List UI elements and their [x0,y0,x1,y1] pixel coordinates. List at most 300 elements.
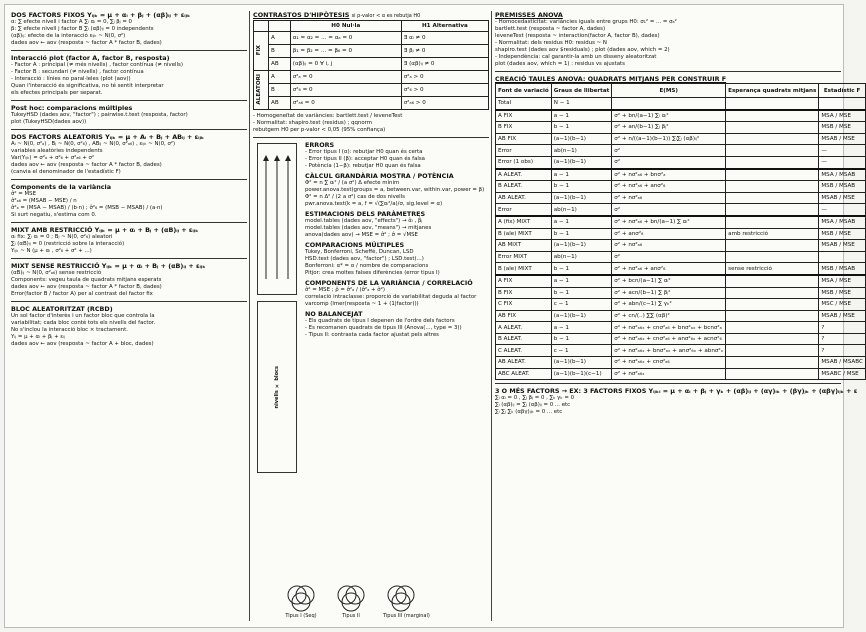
anova-cell: MSB / MSAB [819,263,866,275]
section-line: Error(factor B / factor A) per al contrast del factor fix [11,291,153,297]
anova-cell: σ² + nσ²ₐ₆ₓ + cnσ²ₐ₆ + bnσ²ₐₓ + bcnσ²ₐ [612,322,726,334]
anova-cell: b − 1 [551,181,612,193]
hypothesis-header: H0 Nul·la [290,21,401,32]
anova-row [496,110,866,122]
anova-row [496,192,866,204]
anova-cell: MSB / MSE [819,287,866,299]
anova-cell: b − 1 [551,333,612,345]
hypothesis-cell: σ²ₐ₆ > 0 [401,97,488,110]
assumption-line: rebutgem H0 per p-valor < 0,05 (95% confiança) [253,127,386,133]
venn-label: Tipus I (Seq) [285,613,317,619]
premisses-list [495,19,841,68]
hypothesis-cell: B [269,45,291,58]
anova-cell: σ² [612,145,726,157]
anova-cell: A ALEAT. [496,322,552,334]
section-line: αᵢ fix: ∑ᵢ αᵢ = 0 ; Bⱼ ~ N(0, σ²₆) aleatori [11,234,113,240]
section-divider [11,301,247,302]
anova-cell: σ² + nσ²ₐ₆ₓ + cnσ²ₐ₆ + anσ²₆ₓ + acnσ²₆ [612,333,726,345]
section-heading: ERRORS [305,141,335,149]
hypothesis-row [254,71,489,84]
anova-row [496,145,866,157]
hypothesis-header [269,21,291,32]
three-factors-title: 3 O MÉS FACTORS → EX: 3 FACTORS FIXOS Yᵢⱼₖₗ = μ + αᵢ + βⱼ + γₖ + (αβ)ᵢⱼ + (αγ)ᵢₖ + (βγ)ⱼₖ + (αβγ)ᵢⱼₖ + ε [495,387,858,396]
anova-cell: MSAB / MSABC [819,357,866,369]
section-line: - Es recomanen quadrats de tipus III (Anova(..., type = 3)) [305,325,462,331]
section-line: correlació intraclasse: proporció de variabilitat deguda al factor [305,294,477,300]
hypothesis-row [254,32,489,45]
anova-cell: σ² + n/((a−1)(b−1)) ∑ᵢ∑ⱼ (αβ)ᵢⱼ² [612,133,726,145]
section-line: dades aov ← aov (resposta ~ factor A * factor B, dades) [11,40,162,46]
anova-cell: Error [496,204,552,216]
anova-row [496,287,866,299]
premise-line: - Independència: cal garantir-la amb un disseny aleatoritzat [495,54,657,60]
anova-header: Estadístic F [819,84,866,98]
section-heading: MIXT SENSE RESTRICCIÓ Yᵢⱼₖ = μ + αᵢ + Bⱼ + (αB)ᵢⱼ + εᵢⱼₖ [11,262,206,270]
anova-row [496,204,866,216]
section-line: Yᵢⱼ = μ + αᵢ + βⱼ + εᵢⱼ [11,334,66,340]
anova-cell: σ² + nσ²ₐ₆ + bnσ²ₐ [612,169,726,181]
section-heading: MIXT AMB RESTRICCIÓ Yᵢⱼₖ = μ + αᵢ + Bⱼ + (αB)ᵢⱼ + εᵢⱼₖ [11,226,199,234]
anova-cell: MSA / MSE [819,110,866,122]
hypothesis-group [254,71,269,110]
section-block [11,104,247,126]
hypothesis-cell: σ²ₐ = 0 [290,71,401,84]
section-line: (αB)ᵢⱼ ~ N(0, σ²ₐ₆) sense restricció [11,270,102,276]
section-line: (canvia el denominador de l'estadístic F) [11,169,121,175]
middle-lower-area [253,141,489,481]
venn-type-2 [333,583,369,619]
anova-cell: σ² [612,251,726,263]
premise-line: plot (dades aov, which = 1) : residus vs ajustats [495,61,625,67]
section-block [11,183,247,219]
section-line: α: ∑ efecte nivell i factor A ∑ᵢ αᵢ = 0, ∑ⱼ βⱼ = 0 [11,19,132,25]
sum-of-squares-venn [283,583,430,619]
anova-cell: σ² + nσ²ₐ₆ [612,192,726,204]
section-line: plot (TukeyHSD(dades aov)) [11,119,87,125]
section-divider [11,222,247,223]
section-line: Pitjor: crea moltes falses diferències (error tipus I) [305,270,440,276]
anova-cell: — [819,156,866,168]
anova-cell: Error (1 obs) [496,156,552,168]
section-line: model.tables (dades aov, "effects") → α̂ᵢ , β̂ⱼ [305,218,423,224]
column-middle [253,11,489,621]
anova-cell [726,169,819,181]
anova-row [496,156,866,168]
anova-cell: MSAB / MSE [819,240,866,252]
hypothesis-header [254,21,269,32]
hypothesis-row [254,45,489,58]
hypothesis-cell: A [269,32,291,45]
anova-row [496,368,866,380]
anova-cell: ab(n−1) [551,204,612,216]
section-heading: ESTIMACIONS DELS PARÀMETRES [305,210,426,218]
section-block [305,141,489,170]
hypothesis-cell: σ²₆ > 0 [401,84,488,97]
anova-cell [726,240,819,252]
section-block [11,226,247,255]
hypothesis-heading: CONTRASTOS D'HIPÒTESIS [253,11,350,19]
anova-cell [726,299,819,311]
section-block [305,172,489,208]
anova-cell: ? [819,333,866,345]
anova-cell [726,122,819,134]
middle-blocks [305,141,489,341]
hypothesis-row [254,84,489,97]
cheat-sheet [4,4,863,628]
column-divider [249,11,250,621]
anova-cell [726,204,819,216]
anova-cell [726,133,819,145]
hypothesis-cell: ∃ αᵢ ≠ 0 [401,32,488,45]
section-line: variables aleatòries independents [11,148,103,154]
anova-cell: MSA / MSE [819,275,866,287]
hypothesis-group [254,32,269,71]
anova-cell [726,357,819,369]
hypothesis-group-label: ALEATORI [256,73,262,105]
premise-line: - Normalitat: dels residus H0: residus ~ N [495,40,607,46]
anova-cell: (a−1)(b−1) [551,310,612,322]
venn-label: Tipus III (marginal) [383,613,430,619]
section-line: No s'inclou la interacció bloc × tractament. [11,327,128,333]
section-heading: NO BALANCEJAT [305,310,363,318]
anova-cell: A (fix) MIXT [496,216,552,228]
anova-cell: b − 1 [551,287,612,299]
anova-cell: MSAB / MSE [819,133,866,145]
anova-cell: c − 1 [551,345,612,357]
section-line: model.tables (dades aov, "means") → mitjanes [305,225,432,231]
anova-cell: A FIX [496,275,552,287]
anova-cell: MSA / MSAB [819,216,866,228]
anova-cell: B FIX [496,122,552,134]
anova-cell: σ² + nσ²ₐ₆ₓ + cnσ²ₐ₆ [612,357,726,369]
hypothesis-cell: B [269,84,291,97]
anova-cell [726,275,819,287]
anova-cell: MSB / MSE [819,228,866,240]
anova-cell: a − 1 [551,110,612,122]
section-line: - Tipus II: contrasta cada factor ajustat pels altres [305,332,439,338]
anova-cell: (a−1)(b−1) [551,240,612,252]
anova-cell: B ALEAT. [496,181,552,193]
hypothesis-table [253,20,489,110]
anova-cell [726,110,819,122]
section-line: Aᵢ ~ N(0, σ²ₐ) , Bⱼ ~ N(0, σ²₆) , ABᵢⱼ ~ N(0, σ²ₐ₆) , εᵢⱼₖ ~ N(0, σ²) [11,141,176,147]
anova-row [496,275,866,287]
interaction-sketch [257,143,297,295]
section-line: dades aov ← aov (resposta ~ factor A * factor B, dades) [11,284,162,290]
anova-cell: σ² + bn/(a−1) ∑ᵢ αᵢ² [612,110,726,122]
anova-cell: σ² + nσ²ₐ₆ [612,240,726,252]
section-heading: DOS FACTORS ALEATORIS Yᵢⱼₖ = μ + Aᵢ + Bⱼ + ABᵢⱼ + εᵢⱼₖ [11,133,205,141]
anova-cell: B (ale) MIXT [496,228,552,240]
section-line: TukeyHSD (dades aov, "factor") ; pairwise.t.test (resposta, factor) [11,112,188,118]
section-divider [11,179,247,180]
anova-cell: B FIX [496,287,552,299]
section-line: dades aov ← aov (resposta ~ factor A + bloc, dades) [11,341,154,347]
anova-cell [726,287,819,299]
anova-cell: ? [819,322,866,334]
anova-cell: AB FIX [496,310,552,322]
column-divider [491,11,492,621]
anova-row [496,299,866,311]
anova-cell: AB FIX [496,133,552,145]
section-line: - Interacció : línies no paral·leles (plot (aov)) [11,76,131,82]
anova-cell: B (ale) MIXT [496,263,552,275]
section-line: - Error tipus I (α): rebutjar H0 quan és certa [305,149,423,155]
section-heading: Components de la variància [11,183,112,191]
section-heading: DOS FACTORS FIXOS Yᵢⱼₖ = μ + αᵢ + βⱼ + (αβ)ᵢⱼ + εᵢⱼₖ [11,11,191,19]
section-heading: COMPARACIONS MÚLTIPLES [305,241,405,249]
anova-cell [819,251,866,263]
anova-cell: σ² + nσ²ₐ₆ + anσ²₆ [612,263,726,275]
anova-cell [726,345,819,357]
section-heading: Post hoc: comparacions múltiples [11,104,133,112]
section-line: varcomp (lmer(resposta ~ 1 + (1|factor))) [305,301,419,307]
anova-cell [726,333,819,345]
anova-cell: (a−1)(b−1) [551,133,612,145]
section-block [305,210,489,239]
section-line: Components: vegeu taula de quadrats mitjans esperats [11,277,162,283]
anova-cell: A ALEAT. [496,169,552,181]
anova-cell: ? [819,345,866,357]
anova-row [496,357,866,369]
anova-cell [726,310,819,322]
three-factor-line: ∑ᵢ αᵢ = 0 , ∑ⱼ βⱼ = 0 , ∑ₖ γₖ = 0 [495,395,575,402]
venn-icon [283,583,319,613]
anova-cell: b − 1 [551,122,612,134]
section-line: HSD.test (dades aov, "factor") ; LSD.test(...) [305,256,424,262]
section-block [11,305,247,348]
hypothesis-row [254,97,489,110]
hypothesis-cell: AB [269,97,291,110]
anova-cell [726,156,819,168]
anova-header: Graus de llibertat [551,84,612,98]
anova-cell: σ² + cn/(..) ∑∑ (αβ)² [612,310,726,322]
anova-cell: sense restricció [726,263,819,275]
anova-cell: σ² + nσ²ₐ₆ₓ [612,368,726,380]
anova-cell: ab(n−1) [551,251,612,263]
section-block [305,279,489,308]
anova-cell: Error MIXT [496,251,552,263]
anova-cell: σ² + acn/(b−1) ∑ βⱼ² [612,287,726,299]
hypothesis-cell: σ²₆ = 0 [290,84,401,97]
section-line: Bonferroni: α* = α / nombre de comparacions [305,263,429,269]
section-line: Si surt negatiu, s'estima com 0. [11,212,97,218]
section-line: β: ∑ efecte nivell j factor B ∑ᵢ (αβ)ᵢⱼ = 0 independents [11,26,154,32]
section-block [11,54,247,97]
section-line: variabilitat; cada bloc conté tots els nivells del factor. [11,320,156,326]
anova-cell: σ² + nσ²ₐ₆ + bn/(a−1) ∑ αᵢ² [612,216,726,228]
anova-cell: (a−1)(b−1) [551,357,612,369]
anova-cell: MSC / MSE [819,299,866,311]
premise-line: bartlett.test (resposta ~ factor A, dades) [495,26,606,32]
section-line: σ̂²ₐ = (MSA − MSAB) / (b·n) ; σ̂²₆ = (MSB − MSAB) / (a·n) [11,205,163,211]
section-divider [11,50,247,51]
anova-cell: σ² + nσ²ₐ₆ₓ + bnσ²ₐₓ + anσ²₆ₓ + abnσ²ₓ [612,345,726,357]
venn-type-1 [283,583,319,619]
anova-cell [726,322,819,334]
anova-cell: Error [496,145,552,157]
anova-cell: B ALEAT. [496,333,552,345]
three-factors-notes [495,395,841,416]
anova-cell: N − 1 [551,98,612,110]
section-line: - Factor B : secundari (≠ nivells) , factor contínua [11,69,144,75]
blocks-sketch [257,301,297,473]
premise-line: leveneTest (resposta ~ interaction(factor A, factor B), dades) [495,33,660,39]
hypothesis-cell: A [269,71,291,84]
anova-cell [726,145,819,157]
section-line: ∑ᵢ (αB)ᵢⱼ = 0 (restricció sobre la interacció) [11,241,125,247]
anova-cell: σ² [612,156,726,168]
anova-cell: a − 1 [551,216,612,228]
section-block [305,241,489,277]
anova-row [496,98,866,110]
anova-cell: σ² + an/(b−1) ∑ⱼ βⱼ² [612,122,726,134]
sketch-column [253,141,301,481]
section-line: - Error tipus II (β): acceptar H0 quan és falsa [305,156,425,162]
anova-cell: σ² + anσ²₆ [612,228,726,240]
assumption-line: - Normalitat: shapiro.test (residus) ; qqnorm [253,120,372,126]
hypothesis-cell: (αβ)ᵢⱼ = 0 ∀ i, j [290,58,401,71]
anova-cell [726,368,819,380]
anova-cell: σ² + abn/(c−1) ∑ γₖ² [612,299,726,311]
section-block [11,133,247,176]
anova-cell: a − 1 [551,169,612,181]
hypothesis-cell: AB [269,58,291,71]
anova-cell: C FIX [496,299,552,311]
anova-cell: MSABC / MSE [819,368,866,380]
anova-cell: σ² + nσ²ₐ₆ + anσ²₆ [612,181,726,193]
premisses-title: PREMISSES ANOVA [495,11,563,19]
venn-icon [383,583,419,613]
section-line: σ̂²ₐ₆ = (MSAB − MSE) / n [11,198,77,204]
anova-cell: b − 1 [551,263,612,275]
anova-cell: AB ALEAT. [496,357,552,369]
section-line: Quan l'interacció és significativa, no té sentit interpretar [11,83,164,89]
hypothesis-note: si p-valor < α es rebutja H0 [351,13,421,19]
anova-cell: MSA / MSAB [819,169,866,181]
anova-row [496,216,866,228]
hypothesis-group-label: FIX [256,44,262,56]
anova-cell: b − 1 [551,228,612,240]
arrow-sketch-icon [260,149,294,289]
section-block [11,262,247,298]
anova-cell: C ALEAT. [496,345,552,357]
anova-cell: MSB / MSAB [819,181,866,193]
blocks-sketch-label: nivells × blocs [273,365,280,409]
section-line: Φ² = n ∑ αᵢ² / (a σ²) Δ efecte mínim [305,180,400,186]
anova-cell [726,181,819,193]
section-block [11,11,247,47]
anova-cell: MSB / MSE [819,122,866,134]
section-line: power.anova.test(groups = a, between.var, within.var, power = β) [305,187,485,193]
anova-row [496,169,866,181]
venn-label: Tipus II [342,613,360,619]
anova-cell: σ² + bcn/(a−1) ∑ αᵢ² [612,275,726,287]
anova-cell: — [819,145,866,157]
anova-row [496,322,866,334]
hypothesis-cell: ∃ βⱼ ≠ 0 [401,45,488,58]
hypothesis-row [254,58,489,71]
anova-cell [726,251,819,263]
three-factor-line: ∑ᵢ (αβ)ᵢⱼ = ∑ⱼ (αβ)ᵢⱼ = 0 ... etc [495,402,571,409]
anova-row [496,263,866,275]
anova-cell [612,98,726,110]
section-line: Φ² = n Δ² / (2 a σ²) cas de dos nivells [305,194,405,200]
anova-row [496,181,866,193]
anova-cell: amb restricció [726,228,819,240]
anova-row [496,122,866,134]
hypothesis-cell: ∃ (αβ)ᵢⱼ ≠ 0 [401,58,488,71]
anova-cell: ABC ALEAT. [496,368,552,380]
anova-cell: σ² [612,204,726,216]
anova-cell: AB MIXT [496,240,552,252]
section-heading: Interacció plot (factor A, factor B, resposta) [11,54,170,62]
anova-row [496,228,866,240]
section-line: anova(dades aov) → MSE = σ̂² ; σ̂ = √MSE [305,232,418,238]
anova-cell: ab(n−1) [551,145,612,157]
section-line: σ̂² = MSE ; ρ̂ = σ̂²ₐ / (σ̂²ₐ + σ̂²) [305,287,385,293]
section-line: els efectes principals per separat. [11,90,103,96]
section-line: Var(Yᵢⱼₖ) = σ²ₐ + σ²₆ + σ²ₐ₆ + σ² [11,155,95,161]
venn-type-3 [383,583,430,619]
anova-cell: A FIX [496,110,552,122]
section-heading: BLOC ALEATORITZAT (RCBD) [11,305,113,313]
anova-header: Esperança quadrats mitjans [726,84,819,98]
anova-cell [726,216,819,228]
anova-row [496,251,866,263]
anova-cell: MSAB / MSE [819,310,866,322]
venn-icon [333,583,369,613]
anova-cell: — [819,204,866,216]
section-heading: COMPONENTS DE LA VARIÀNCIA / CORRELACIÓ [305,279,473,287]
assumption-line: - Homogeneïtat de variàncies: bartlett.test / leveneTest [253,113,403,119]
premise-line: - Homocedasticitat: variàncies iguals entre grups H0: σ₁² = ... = σₐ² [495,19,677,25]
section-line: Tukey, Bonferroni, Scheffé, Duncan, LSD [305,249,414,255]
anova-cell: AB ALEAT. [496,192,552,204]
anova-header: Font de variació [496,84,552,98]
column-right [495,11,863,621]
hypothesis-title [253,11,489,20]
anova-cell [819,98,866,110]
section-divider [11,100,247,101]
column-left [11,11,247,621]
anova-cell [726,192,819,204]
hypothesis-cell: α₁ = α₂ = ... = αₐ = 0 [290,32,401,45]
section-divider [11,258,247,259]
hypothesis-cell: σ²ₐ > 0 [401,71,488,84]
hypothesis-cell: β₁ = β₂ = ... = β₆ = 0 [290,45,401,58]
anova-cell: a − 1 [551,275,612,287]
anova-cell: MSAB / MSE [819,192,866,204]
anova-row [496,345,866,357]
section-line: pwr.anova.test(k = a, f = √(∑αᵢ²/a)/σ, sig.level = α) [305,201,443,207]
anova-cell: (a−1)(b−1) [551,192,612,204]
hypothesis-cell: σ²ₐ₆ = 0 [290,97,401,110]
section-divider [11,129,247,130]
section-line: - Factor A : principal (≠ més nivells) , factor contínua (≠ nivells) [11,62,183,68]
anova-title: CREACIÓ TAULES ANOVA: QUADRATS MITJANS PER CONSTRUIR F [495,75,727,83]
anova-cell [726,98,819,110]
anova-row [496,240,866,252]
anova-cell: c − 1 [551,299,612,311]
hypothesis-header: H1 Alternativa [401,21,488,32]
three-factor-line: ∑ᵢ ∑ⱼ ∑ₖ (αβγ)ᵢⱼₖ = 0 ... etc [495,409,563,416]
section-line: σ̂² = MSE [11,191,37,197]
section-line: - Els quadrats de tipus I depenen de l'ordre dels factors [305,318,455,324]
section-line: Un sol factor d'interès i un factor bloc que controla la [11,313,155,319]
section-line: (αβ)ᵢⱼ: efecte de la interacció εᵢⱼₖ ~ N(0, σ²) [11,33,126,39]
assumptions-notes [253,113,489,134]
